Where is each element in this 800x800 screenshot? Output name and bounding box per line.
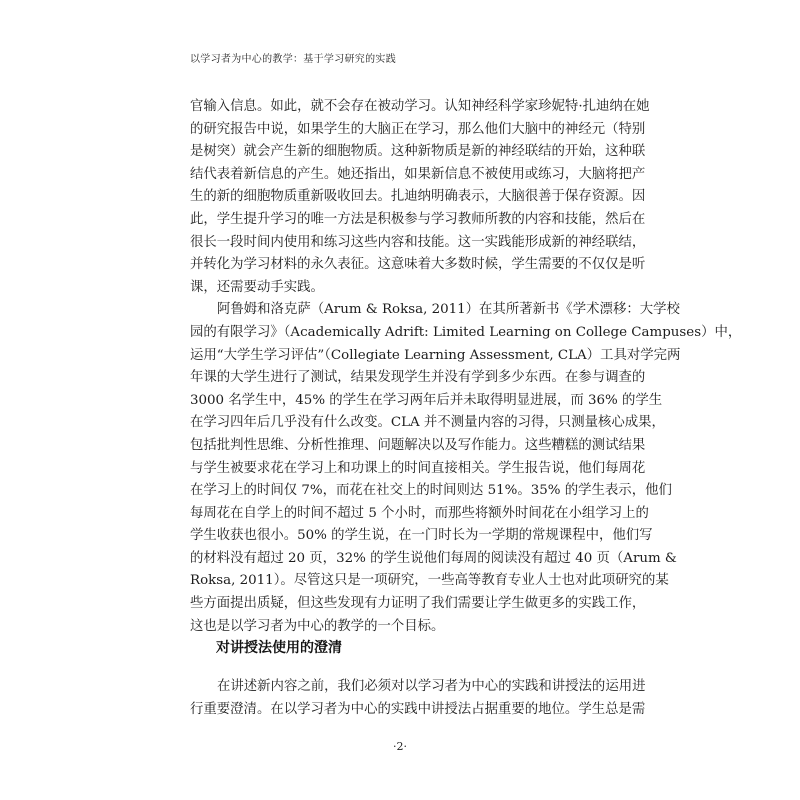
text-line: 包括批判性思维、分析性推理、问题解决以及写作能力。这些糟糕的测试结果 <box>190 437 646 453</box>
text-line: 此，学生提升学习的唯一方法是积极参与学习教师所教的内容和技能，然后在 <box>190 211 646 227</box>
text-line: Roksa, 2011）。尽管这只是一项研究，一些高等教育专业人士也对此项研究的某 <box>190 573 669 589</box>
text-line: 的材料没有超过 20 页，32% 的学生说他们每周的阅读没有超过 40 页（Arum & <box>190 550 677 566</box>
text-line: 的研究报告中说，如果学生的大脑正在学习，那么他们大脑中的神经元（特别 <box>190 121 646 137</box>
paragraph-arum-roksa <box>190 299 742 638</box>
text-line: 官输入信息。如此，就不会存在被动学习。认知神经科学家珍妮特·扎迪纳在她 <box>190 99 650 114</box>
text-line: 在讲述新内容之前，我们必须对以学习者为中心的实践和讲授法的运用进 <box>217 679 646 694</box>
text-line: 在学习上的时间仅 7%，而花在社交上的时间则达 51%。35% 的学生表示，他们 <box>190 483 672 499</box>
text-line: 每周花在自学上的时间不超过 5 个小时，而那些将额外时间花在小组学习上的 <box>190 505 649 521</box>
text-line: 很长一段时间内使用和练习这些内容和技能。这一实践能形成新的神经联结， <box>190 234 646 250</box>
section-heading: 对讲授法使用的澄清 <box>216 640 342 656</box>
text-line: 是树突）就会产生新的细胞物质。这种新物质是新的神经联结的开始，这种联 <box>190 144 646 160</box>
text-line: 在学习四年后几乎没有什么改变。CLA 并不测量内容的习得，只测量核心成果， <box>190 415 665 431</box>
main-text <box>190 96 742 638</box>
section-text <box>190 675 646 721</box>
text-line: 年课的大学生进行了测试，结果发现学生并没有学到多少东西。在参与调查的 <box>190 370 646 386</box>
text-line: 并转化为学习材料的永久表征。这意味着大多数时候，学生需要的不仅仅是听 <box>190 257 646 273</box>
text-line: 园的有限学习》（Academically Adrift: Limited Learning on College Campuses）中， <box>190 324 742 340</box>
text-line: 生的新的细胞物质重新吸收回去。扎迪纳明确表示，大脑很善于保存资源。因 <box>190 189 646 205</box>
text-line: 与学生被要求花在学习上和功课上的时间直接相关。学生报告说，他们每周花 <box>190 460 646 476</box>
text-line: 课，还需要动手实践。 <box>190 279 324 295</box>
text-line: 3000 名学生中，45% 的学生在学习两年后并未取得明显进展，而 36% 的学生 <box>190 392 663 408</box>
text-line: 行重要澄清。在以学习者为中心的实践中讲授法占据重要的地位。学生总是需 <box>190 702 646 717</box>
text-line: 运用“大学生学习评估”（Collegiate Learning Assessment, CLA）工具对学完两 <box>190 347 681 363</box>
text-line: 些方面提出质疑，但这些发现有力证明了我们需要让学生做更多的实践工作， <box>190 596 646 612</box>
text-line: 阿鲁姆和洛克萨（Arum & Roksa, 2011）在其所著新书《学术漂移：大学校 <box>217 302 680 318</box>
page-number: ·2· <box>393 740 407 753</box>
text-line: 结代表着新信息的产生。她还指出，如果新信息不被使用或练习，大脑将把产 <box>190 166 646 182</box>
text-line: 这也是以学习者为中心的教学的一个目标。 <box>190 618 445 634</box>
running-header: 以学习者为中心的教学：基于学习研究的实践 <box>190 54 396 65</box>
text-line: 学生收获也很小。50% 的学生说，在一门时长为一学期的常规课程中，他们写 <box>190 528 653 544</box>
paragraph-neuroscience <box>190 96 650 299</box>
